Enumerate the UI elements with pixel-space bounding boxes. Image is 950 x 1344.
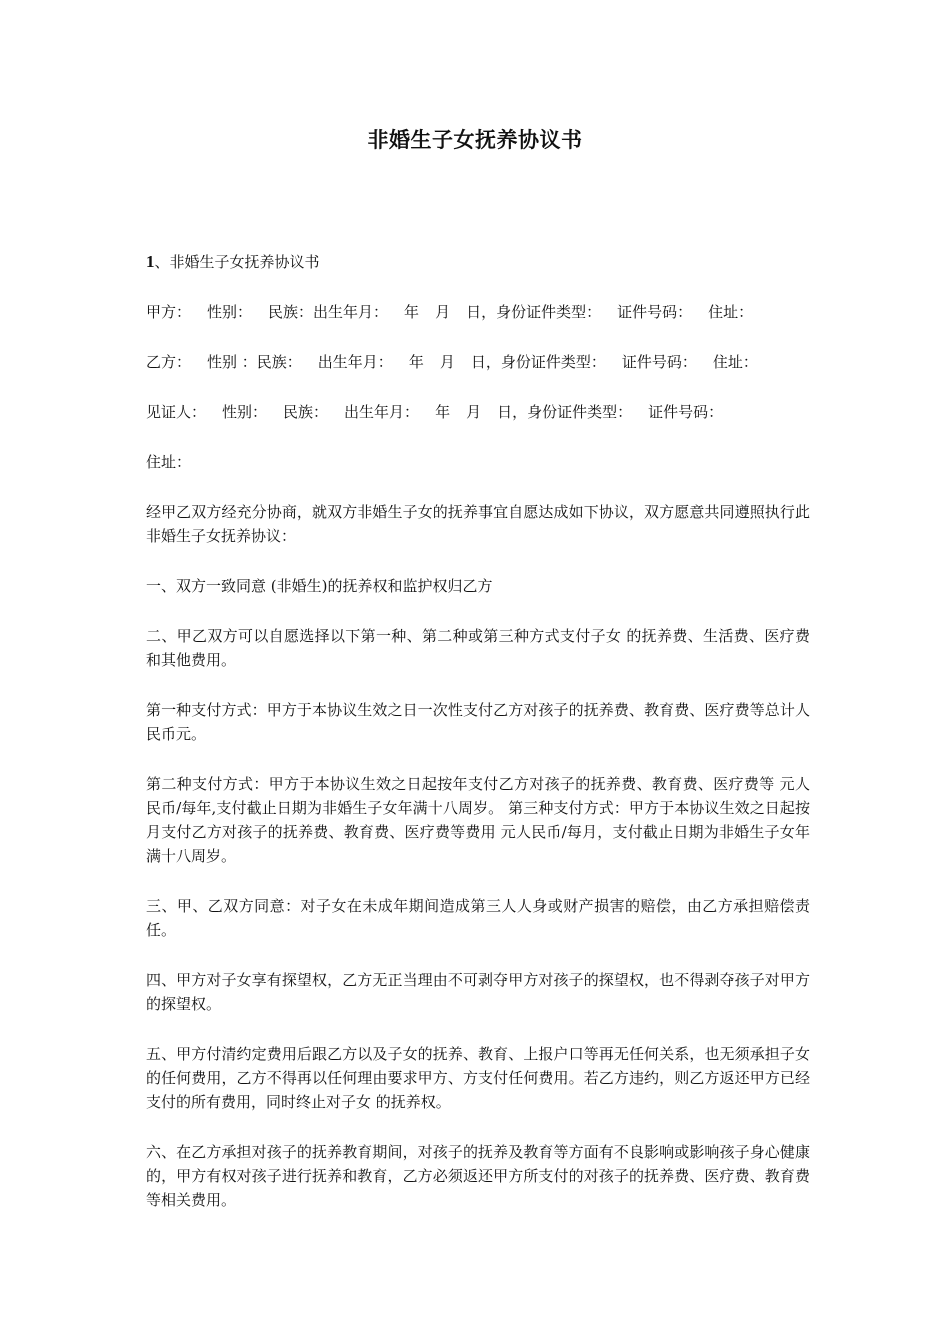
witness-address: 住址： — [146, 453, 192, 471]
witness-field: 月 — [466, 403, 482, 421]
witness-field: 日，身份证件类型： — [497, 403, 633, 421]
party-b-field: 证件号码： — [621, 353, 697, 371]
document-body — [146, 250, 810, 1238]
party-a-field: 民族：出生年月： — [268, 303, 389, 321]
section-heading — [146, 250, 810, 274]
preamble-paragraph: 经甲乙双方经充分协商，就双方非婚生子女的抚养事宜自愿达成如下协议，双方愿意共同遵照执行此非婚生子女抚养协议： — [146, 503, 810, 545]
party-b-field: 乙方： — [146, 353, 192, 371]
party-b-field: 月 — [439, 353, 455, 371]
party-b-field: 出生年月： — [317, 353, 393, 371]
witness-line — [146, 400, 810, 424]
party-a-line — [146, 300, 810, 324]
party-a-field: 性别： — [207, 303, 253, 321]
document-title: 非婚生子女抚养协议书 — [367, 127, 583, 152]
witness-field: 见证人： — [146, 403, 207, 421]
section-heading-text: 、非婚生子女抚养协议书 — [154, 253, 320, 271]
party-a-field: 甲方： — [146, 303, 192, 321]
party-a-field: 住址： — [708, 303, 754, 321]
party-a-field: 日，身份证件类型： — [466, 303, 602, 321]
party-b-line — [146, 350, 810, 374]
party-b-field: 性别 ：民族： — [207, 353, 302, 371]
party-b-field: 年 — [408, 353, 424, 371]
clause-one: 一、双方一致同意 (非婚生)的抚养权和监护权归乙方 — [146, 577, 493, 595]
witness-field: 民族： — [283, 403, 329, 421]
witness-field: 年 — [435, 403, 451, 421]
clause-six: 六、在乙方承担对孩子的抚养教育期间，对孩子的抚养及教育等方面有不良影响或影响孩子身心健康的，甲方有权对孩子进行抚养和教育，乙方必须返还甲方所支付的对孩子的抚养费、医疗费、教育费等相关费用。 — [146, 1143, 810, 1209]
clause-two: 二、甲乙双方可以自愿选择以下第一种、第二种或第三种方式支付子女 的抚养费、生活费、医疗费和其他费用。 — [146, 627, 810, 669]
payment-method-one: 第一种支付方式：甲方于本协议生效之日一次性支付乙方对孩子的抚养费、教育费、医疗费等总计人民币元。 — [146, 701, 810, 743]
party-a-field: 年 — [404, 303, 420, 321]
party-b-field: 住址： — [712, 353, 758, 371]
witness-field: 证件号码： — [648, 403, 724, 421]
payment-method-two-three: 第二种支付方式：甲方于本协议生效之日起按年支付乙方对孩子的抚养费、教育费、医疗费等 元人民币/每年,支付截止日期为非婚生子女年满十八周岁。 第三种支付方式：甲方于本协议生效之日起按月支付乙方对孩子的抚养费、教育费、医疗费等费用 元人民币/每月，支付截止日期为非婚生子女年满十八周岁。 — [146, 775, 810, 865]
party-a-field: 月 — [435, 303, 451, 321]
party-a-field: 证件号码： — [617, 303, 693, 321]
witness-field: 出生年月： — [344, 403, 420, 421]
section-heading-number: 1 — [146, 252, 155, 271]
clause-three: 三、甲、乙双方同意：对子女在未成年期间造成第三人人身或财产损害的赔偿，由乙方承担赔偿责任。 — [146, 897, 810, 939]
clause-five: 五、甲方付清约定费用后跟乙方以及子女的抚养、教育、上报户口等再无任何关系，也无须承担子女的任何费用，乙方不得再以任何理由要求甲方、方支付任何费用。若乙方违约，则乙方返还甲方已经支付的所有费用，同时终止对子女 的抚养权。 — [146, 1045, 810, 1111]
clause-four: 四、甲方对子女享有探望权，乙方无正当理由不可剥夺甲方对孩子的探望权，也不得剥夺孩子对甲方的探望权。 — [146, 971, 810, 1013]
party-b-field: 日，身份证件类型： — [470, 353, 606, 371]
witness-field: 性别： — [222, 403, 268, 421]
